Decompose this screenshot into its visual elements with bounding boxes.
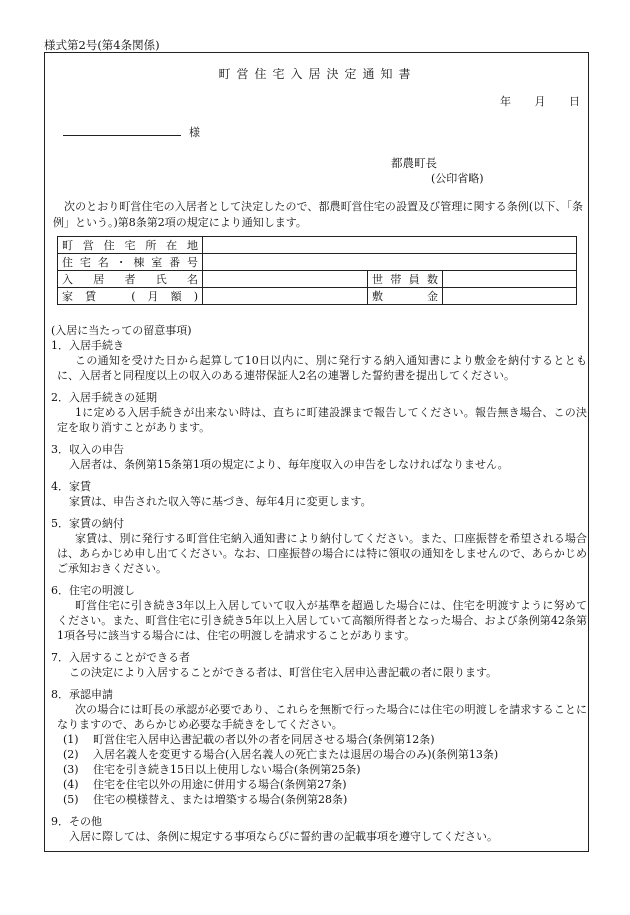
table-row bbox=[58, 237, 577, 254]
section-body: 家賃は、申告された収入等に基づき、毎年4月に変更します。 bbox=[69, 495, 372, 508]
date-day: 日 bbox=[569, 95, 580, 108]
item-number: (2) bbox=[63, 748, 79, 761]
seal-note: (公印省略) bbox=[431, 172, 484, 185]
section-title: 5．家賃の納付 bbox=[51, 517, 124, 530]
household-value bbox=[443, 271, 577, 288]
note-section-2 bbox=[51, 390, 587, 435]
location-value bbox=[203, 237, 577, 254]
recipient-suffix: 様 bbox=[189, 126, 200, 139]
section-title: 1．入居手続き bbox=[51, 339, 124, 352]
section-title: 3．収入の申告 bbox=[51, 443, 124, 456]
item-text: 町営住宅入居申込書記載の者以外の者を同居させる場合(条例第12条) bbox=[93, 733, 435, 746]
section-body: 入居に際しては、条例に規定する事項ならびに誓約書の記載事項を遵守してください。 bbox=[69, 830, 498, 843]
notes-heading: (入居に当たっての留意事項) bbox=[51, 324, 192, 337]
section-body: この通知を受けた日から起算して10日以内に、別に発行する納入通知書により敷金を納付するとともに、入居者と同程度以上の収入のある連帯保証人2名の連署した誓約書を提出してください。 bbox=[57, 354, 587, 382]
section-body: 次の場合には町長の承認が必要であり、これらを無断で行った場合には住宅の明渡しを請求することになりますので、あらかじめ必要な手続きをしてください。 bbox=[57, 703, 587, 731]
item-text: 入居名義人を変更する場合(入居名義人の死亡または退居の場合のみ)(条例第13条) bbox=[93, 748, 499, 761]
note-section-5 bbox=[51, 516, 587, 576]
rent-value bbox=[203, 288, 368, 305]
list-item bbox=[63, 777, 587, 792]
section-body: 町営住宅に引き続き3年以上入居していて収入が基準を超過した場合には、住宅を明渡すように努めてください。また、町営住宅に引き続き5年以上入居していて高額所得者となった場合、および条例第42条第1項各号に該当する場合には、住宅の明渡しを請求することがあります。 bbox=[57, 599, 587, 642]
notes-list bbox=[51, 338, 587, 851]
tenant-value bbox=[203, 271, 368, 288]
issuer: 都農町長 bbox=[391, 156, 437, 170]
section-body: 入居者は、条例第15条第1項の規定により、毎年度収入の申告をしなければなりません。 bbox=[69, 458, 509, 471]
note-section-4 bbox=[51, 479, 587, 509]
table-row bbox=[58, 254, 577, 271]
note-section-8 bbox=[51, 687, 587, 807]
recipient-name-line bbox=[63, 135, 181, 136]
table-row bbox=[58, 271, 577, 288]
housing-info-table bbox=[57, 236, 577, 305]
note-section-9 bbox=[51, 814, 587, 844]
item-text: 住宅の模様替え、または増築する場合(条例第28条) bbox=[93, 793, 348, 806]
date-line bbox=[500, 93, 580, 109]
approval-items bbox=[51, 732, 587, 807]
location-label: 町営住宅所在地 bbox=[58, 237, 203, 254]
item-number: (1) bbox=[63, 733, 79, 746]
note-section-1 bbox=[51, 338, 587, 383]
building-value bbox=[203, 254, 577, 271]
section-title: 4．家賃 bbox=[51, 480, 91, 493]
date-month: 月 bbox=[534, 95, 546, 108]
list-item bbox=[63, 792, 587, 807]
tenant-label: 入居者氏名 bbox=[58, 271, 203, 288]
document-title: 町営住宅入居決定通知書 bbox=[218, 67, 417, 81]
note-section-7 bbox=[51, 650, 587, 680]
section-title: 2．入居手続きの延期 bbox=[51, 391, 157, 404]
item-number: (4) bbox=[63, 778, 79, 791]
section-title: 6．住宅の明渡し bbox=[51, 584, 135, 597]
item-text: 住宅を引き続き15日以上使用しない場合(条例第25条) bbox=[93, 763, 361, 776]
item-number: (3) bbox=[63, 763, 79, 776]
list-item bbox=[63, 747, 587, 762]
deposit-value bbox=[443, 288, 577, 305]
table-row bbox=[58, 288, 577, 305]
section-body: 家賃は、別に発行する町営住宅納入通知書により納付してください。また、口座振替を希望される場合は、あらかじめ申し出てください。なお、口座振替の場合には特に領収の通知をしませんので、あらかじめご承知おきください。 bbox=[57, 532, 587, 575]
section-body: この決定により入居することができる者は、町営住宅入居申込書記載の者に限ります。 bbox=[69, 666, 498, 679]
list-item bbox=[63, 762, 587, 777]
item-number: (5) bbox=[63, 793, 79, 806]
section-title: 8．承認申請 bbox=[51, 688, 113, 701]
rent-label: 家賃 (月額) bbox=[58, 288, 203, 305]
section-body: 1に定める入居手続きが出来ない時は、直ちに町建設課まで報告してください。報告無き場合、この決定を取り消すことがあります。 bbox=[57, 406, 587, 434]
note-section-3 bbox=[51, 442, 587, 472]
note-section-6 bbox=[51, 583, 587, 643]
notice-frame bbox=[44, 52, 589, 852]
deposit-label: 敷金 bbox=[368, 288, 443, 305]
intro-paragraph: 次のとおり町営住宅の入居者として決定したので、都農町営住宅の設置及び管理に関する条例(以下、「条例」という。)第8条第2項の規定により通知します。 bbox=[53, 200, 583, 229]
building-label: 住宅名・棟室番号 bbox=[58, 254, 203, 271]
section-title: 7．入居することができる者 bbox=[51, 651, 190, 664]
date-year: 年 bbox=[500, 95, 511, 108]
list-item bbox=[63, 732, 587, 747]
form-number: 様式第2号(第4条関係) bbox=[44, 38, 160, 52]
household-label: 世帯員数 bbox=[368, 271, 443, 288]
item-text: 住宅を住宅以外の用途に併用する場合(条例第27条) bbox=[93, 778, 347, 791]
section-title: 9．その他 bbox=[51, 815, 102, 828]
